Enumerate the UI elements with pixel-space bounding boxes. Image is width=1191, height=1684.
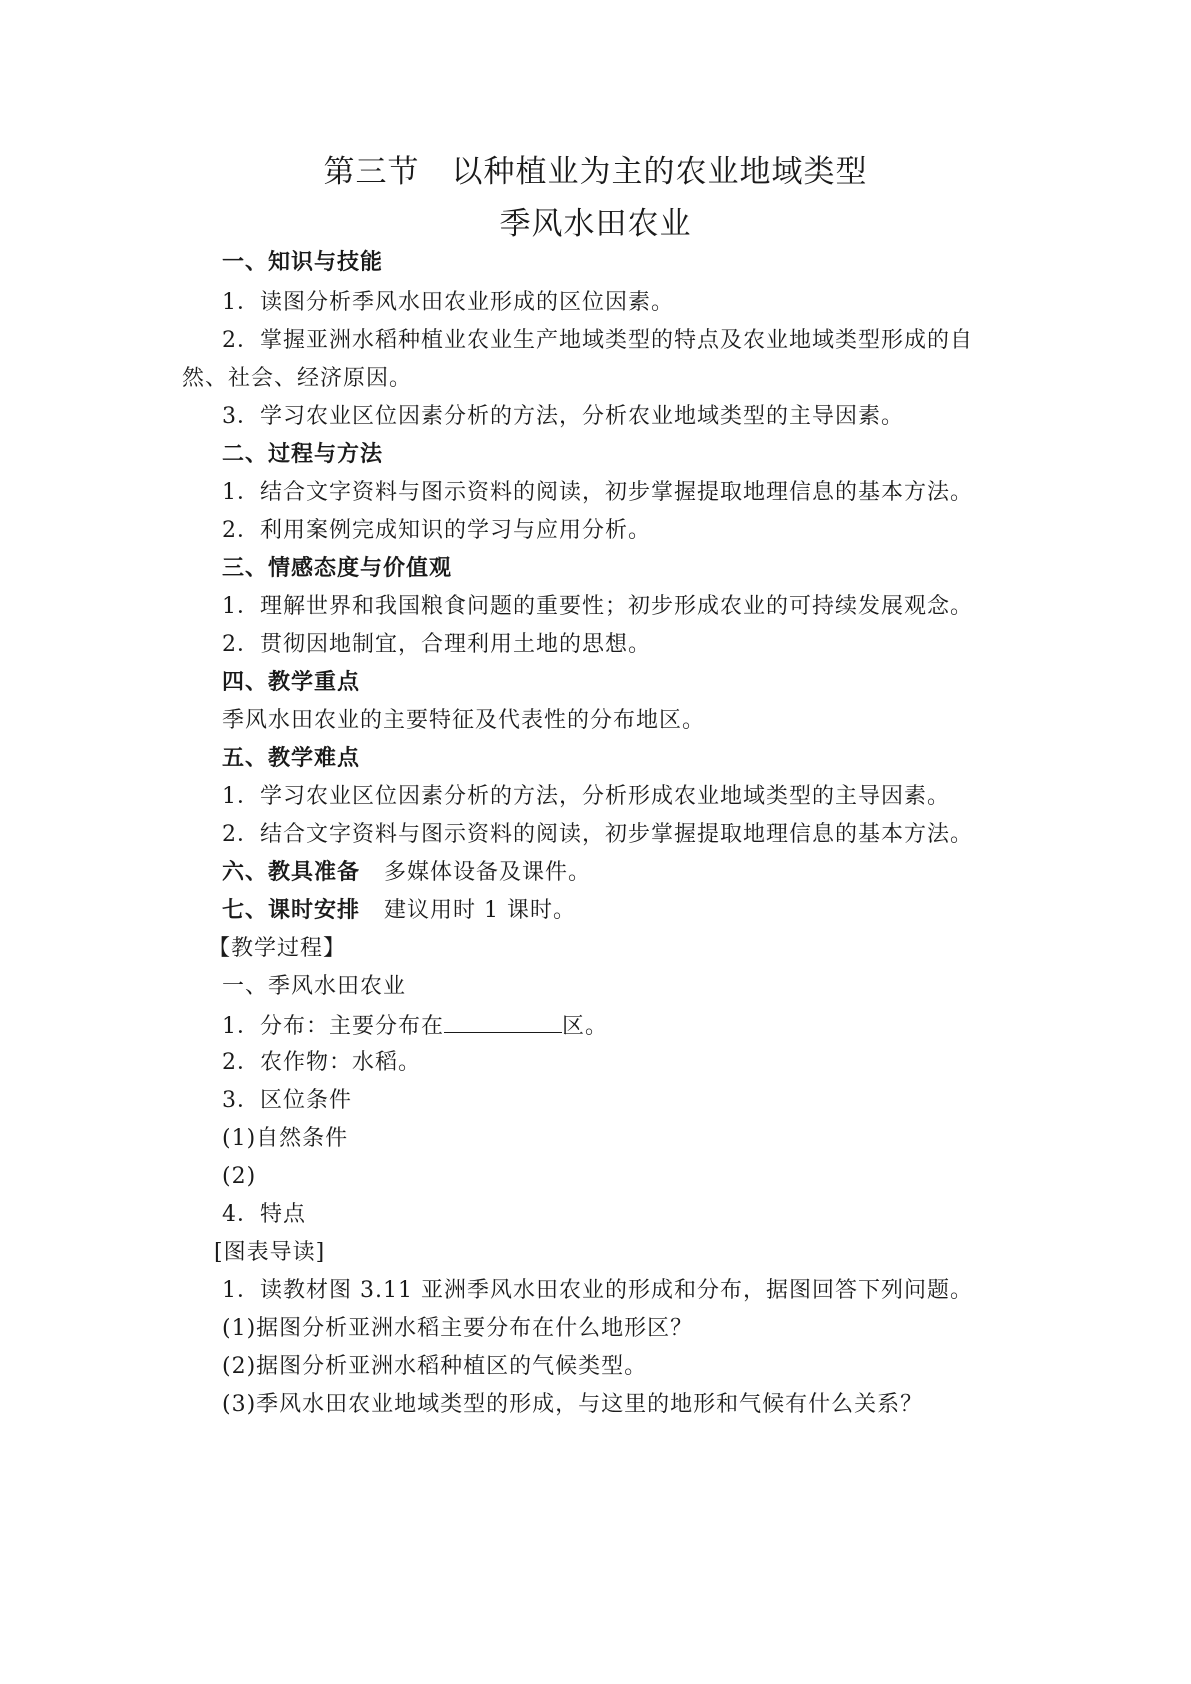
sub-question: (3)季风水田农业地域类型的形成，与这里的地形和气候有什么关系？ xyxy=(222,1392,924,1417)
list-item: 2．利用案例完成知识的学习与应用分析。 xyxy=(222,518,651,543)
question: 1．读教材图 3.11 亚洲季风水田农业的形成和分布，据图回答下列问题。 xyxy=(222,1278,973,1303)
page-subtitle: 季风水田农业 xyxy=(499,206,692,242)
list-item: 3．学习农业区位因素分析的方法，分析农业地域类型的主导因素。 xyxy=(222,404,904,429)
list-item-continuation: 然、社会、经济原因。 xyxy=(182,366,413,391)
chart-guide-heading: [图表导读] xyxy=(214,1240,326,1265)
sub-question: (1)据图分析亚洲水稻主要分布在什么地形区？ xyxy=(222,1316,694,1341)
list-item: (1)自然条件 xyxy=(222,1126,349,1151)
section-heading-schedule: 七、课时安排 xyxy=(222,898,361,923)
distribution-row xyxy=(222,1010,608,1042)
section-heading-process: 二、过程与方法 xyxy=(222,442,384,467)
list-item: 3．区位条件 xyxy=(222,1088,352,1113)
list-item: 4．特点 xyxy=(222,1202,306,1227)
list-item: 1．读图分析季风水田农业形成的区位因素。 xyxy=(222,290,674,315)
schedule-text: 建议用时 1 课时。 xyxy=(384,898,576,923)
list-item: (2) xyxy=(222,1164,257,1189)
distribution-suffix: 区。 xyxy=(562,1014,609,1039)
fill-in-blank xyxy=(444,1010,562,1033)
teaching-aids-row xyxy=(222,858,591,888)
paragraph: 季风水田农业的主要特征及代表性的分布地区。 xyxy=(222,708,706,733)
list-item: 1．学习农业区位因素分析的方法，分析形成农业地域类型的主导因素。 xyxy=(222,784,950,809)
section-heading-attitude: 三、情感态度与价值观 xyxy=(222,556,453,581)
list-item: 2．结合文字资料与图示资料的阅读，初步掌握提取地理信息的基本方法。 xyxy=(222,822,973,847)
teaching-aids-text: 多媒体设备及课件。 xyxy=(384,860,592,885)
section-heading-knowledge: 一、知识与技能 xyxy=(222,250,384,275)
section-heading-teaching-aids: 六、教具准备 xyxy=(222,860,361,885)
teaching-process-heading: 【教学过程】 xyxy=(208,936,347,961)
schedule-row xyxy=(222,896,576,926)
section-heading-key-points: 四、教学重点 xyxy=(222,670,361,695)
list-item: 1．理解世界和我国粮食问题的重要性；初步形成农业的可持续发展观念。 xyxy=(222,594,973,619)
list-item: 2．掌握亚洲水稻种植业农业生产地域类型的特点及农业地域类型形成的自 xyxy=(222,328,973,353)
section-heading-difficulties: 五、教学难点 xyxy=(222,746,361,771)
part-heading: 一、季风水田农业 xyxy=(222,974,407,999)
sub-question: (2)据图分析亚洲水稻种植区的气候类型。 xyxy=(222,1354,648,1379)
list-item: 2．农作物：水稻。 xyxy=(222,1050,421,1075)
list-item: 2．贯彻因地制宜，合理利用土地的思想。 xyxy=(222,632,651,657)
distribution-prefix: 1．分布：主要分布在 xyxy=(222,1014,444,1039)
list-item: 1．结合文字资料与图示资料的阅读，初步掌握提取地理信息的基本方法。 xyxy=(222,480,973,505)
page-title: 第三节 以种植业为主的农业地域类型 xyxy=(323,154,868,190)
